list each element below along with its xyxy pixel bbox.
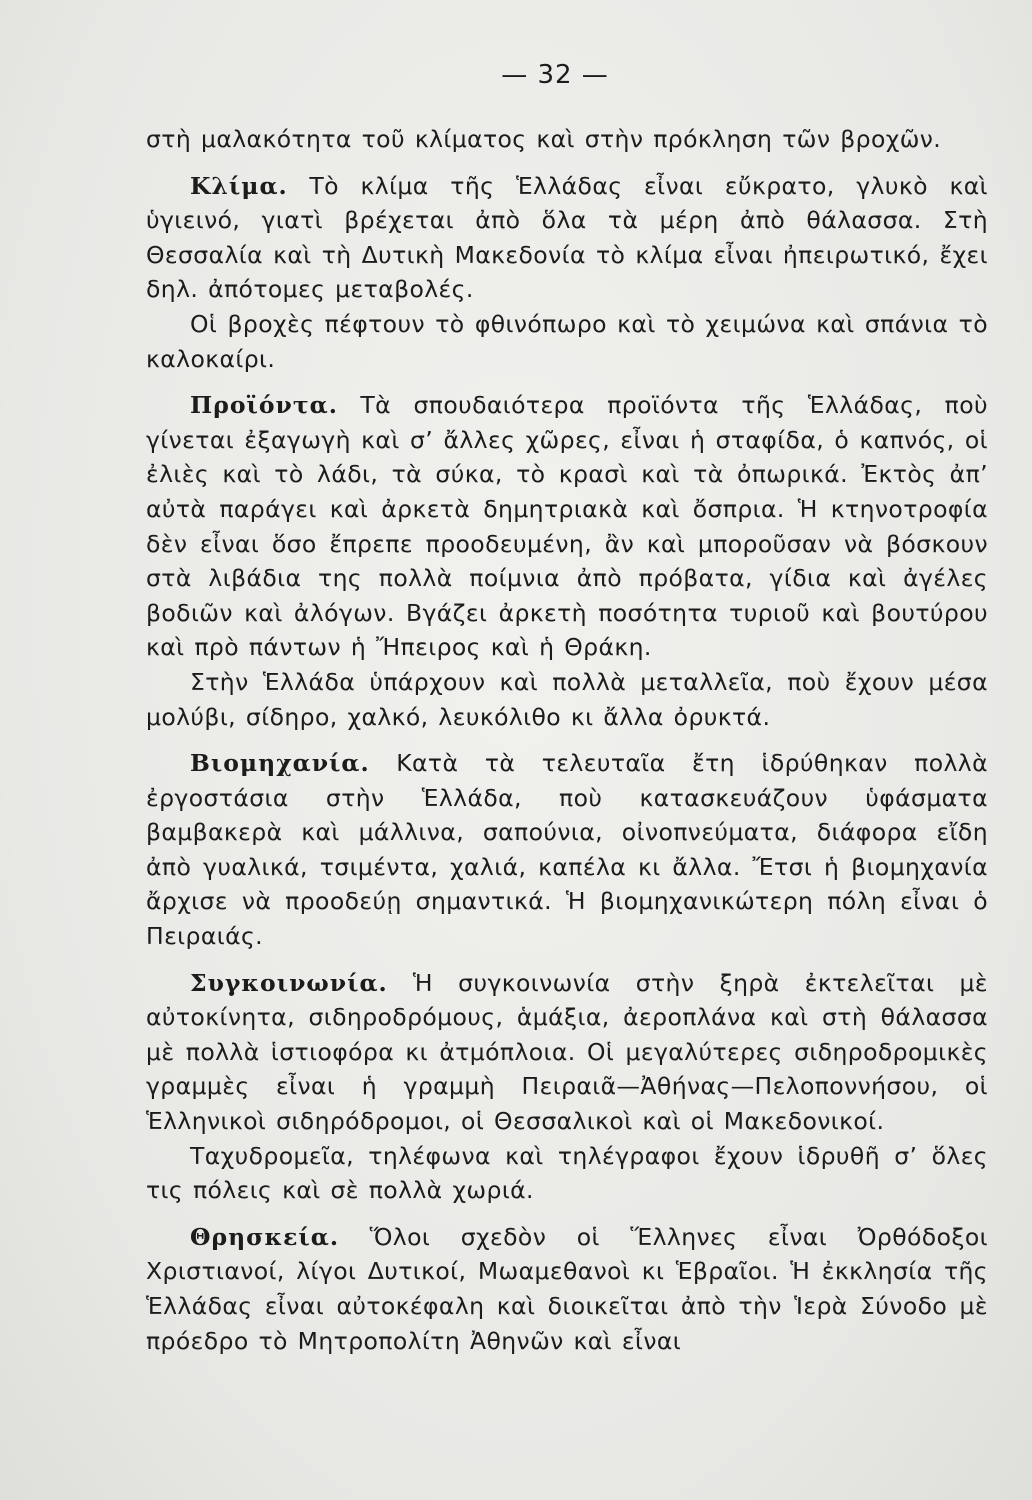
paragraph-text: Κατὰ τὰ τελευταῖα ἔτη ἱδρύθηκαν πολλὰ ἐργοστάσια στὴν Ἑλλάδα, ποὺ κατασκευάζουν ὑφάσματα βαμβακερὰ καὶ μάλλινα, σαπούνια, οἰνοπνεύματα, διάφορα εἴδη ἀπὸ γυαλικά, τσιμέντα, χαλιά, καπέλα κι ἄλλα. Ἔτσι ἡ βιομηχανία ἄρχισε νὰ προοδεύῃ σημαντικά. Ἡ βιομηχανικώτερη πόλη εἶναι ὁ Πειραιάς. bbox=[146, 749, 988, 951]
page-number: — 32 — bbox=[501, 60, 609, 90]
paragraph-text: Τὰ σπουδαιότερα προϊόντα τῆς Ἑλλάδας, ποὺ γίνεται ἐξαγωγὴ καὶ σ’ ἄλλες χῶρες, εἶναι ἡ σταφίδα, ὁ καπνός, οἱ ἐλιὲς καὶ τὸ λάδι, τὰ σύκα, τὸ κρασὶ καὶ τὰ ὀπωρικά. Ἐκτὸς ἀπ’ αὐτὰ παράγει καὶ ἀρκετὰ δημητριακὰ καὶ ὄσπρια. Ἡ κτηνοτροφία δὲν εἶναι ὅσο ἔπρεπε προοδευμένη, ἂν καὶ μποροῦσαν νὰ βόσκουν στὰ λιβάδια της πολλὰ ποίμνια ἀπὸ πρόβατα, γίδια καὶ ἀγέλες βοδιῶν καὶ ἀλόγων. Βγάζει ἀρκετὴ ποσότητα τυριοῦ καὶ βουτύρου καὶ πρὸ πάντων ἡ Ἤπειρος καὶ ἡ Θράκη. bbox=[146, 391, 988, 662]
paragraph-products bbox=[146, 388, 988, 665]
paragraph-text: στὴ μαλακότητα τοῦ κλίματος καὶ στὴν πρόκληση τῶν βροχῶν. bbox=[146, 125, 942, 153]
paragraph-industry bbox=[146, 746, 988, 954]
paragraph-religion bbox=[146, 1220, 988, 1358]
section-heading-religion: Θρησκεία. bbox=[190, 1222, 340, 1251]
paragraph-transport bbox=[146, 966, 988, 1139]
section-heading-transport: Συγκοινωνία. bbox=[190, 968, 388, 997]
paragraph-rain bbox=[146, 307, 988, 376]
paragraph-text: Ὅλοι σχεδὸν οἱ Ἕλληνες εἶναι Ὀρθόδοξοι Χριστιανοί, λίγοι Δυτικοί, Μωαμεθανοὶ κι Ἑβραῖοι. Ἡ ἐκκλησία τῆς Ἑλλάδας εἶναι αὐτοκέφαλη καὶ διοικεῖται ἀπὸ τὴν Ἱερὰ Σύνοδο μὲ πρόεδρο τὸ Μητροπολίτη Ἀθηνῶν καὶ εἶναι bbox=[146, 1222, 988, 1355]
paragraph-text: Ἡ συγκοινωνία στὴν ξηρὰ ἐκτελεῖται μὲ αὐτοκίνητα, σιδηροδρόμους, ἁμάξια, ἀεροπλάνα καὶ στὴ θάλασσα μὲ πολλὰ ἱστιοφόρα κι ἀτμόπλοια. Οἱ μεγαλύτερες σιδηροδρομικὲς γραμμὲς εἶναι ἡ γραμμὴ Πειραιᾶ—Ἀθήνας—Πελοποννήσου, οἱ Ἑλληνικοὶ σιδηρόδρομοι, οἱ Θεσσαλικοὶ καὶ οἱ Μακεδονικοί. bbox=[146, 968, 988, 1136]
section-heading-industry: Βιομηχανία. bbox=[190, 749, 370, 778]
paragraph-text: Οἱ βροχὲς πέφτουν τὸ φθινόπωρο καὶ τὸ χειμώνα καὶ σπάνια τὸ καλοκαίρι. bbox=[146, 309, 988, 373]
paragraph-text: Στὴν Ἑλλάδα ὑπάρχουν καὶ πολλὰ μεταλλεῖα, ποὺ ἔχουν μέσα μολύβι, σίδηρο, χαλκό, λευκόλιθο κι ἄλλα ὀρυκτά. bbox=[146, 667, 988, 731]
section-heading-climate: Κλίμα. bbox=[190, 171, 288, 200]
paragraph-climate bbox=[146, 169, 988, 307]
page-body bbox=[146, 122, 988, 1358]
paragraph-post bbox=[146, 1139, 988, 1208]
paragraph-continuation bbox=[146, 122, 988, 157]
paragraph-text: Τὸ κλίμα τῆς Ἑλλάδας εἶναι εὔκρατο, γλυκὸ καὶ ὑγιεινό, γιατὶ βρέχεται ἀπὸ ὅλα τὰ μέρη ἀπὸ θάλασσα. Στὴ Θεσσαλία καὶ τὴ Δυτικὴ Μακεδονία τὸ κλίμα εἶναι ἠπειρωτικό, ἔχει δηλ. ἀπότομες μεταβολές. bbox=[146, 171, 988, 304]
paragraph-mines bbox=[146, 665, 988, 734]
paragraph-text: Ταχυδρομεῖα, τηλέφωνα καὶ τηλέγραφοι ἔχουν ἱδρυθῆ σ’ ὅλες τις πόλεις καὶ σὲ πολλὰ χωριά. bbox=[146, 1141, 988, 1205]
section-heading-products: Προϊόντα. bbox=[190, 391, 338, 420]
